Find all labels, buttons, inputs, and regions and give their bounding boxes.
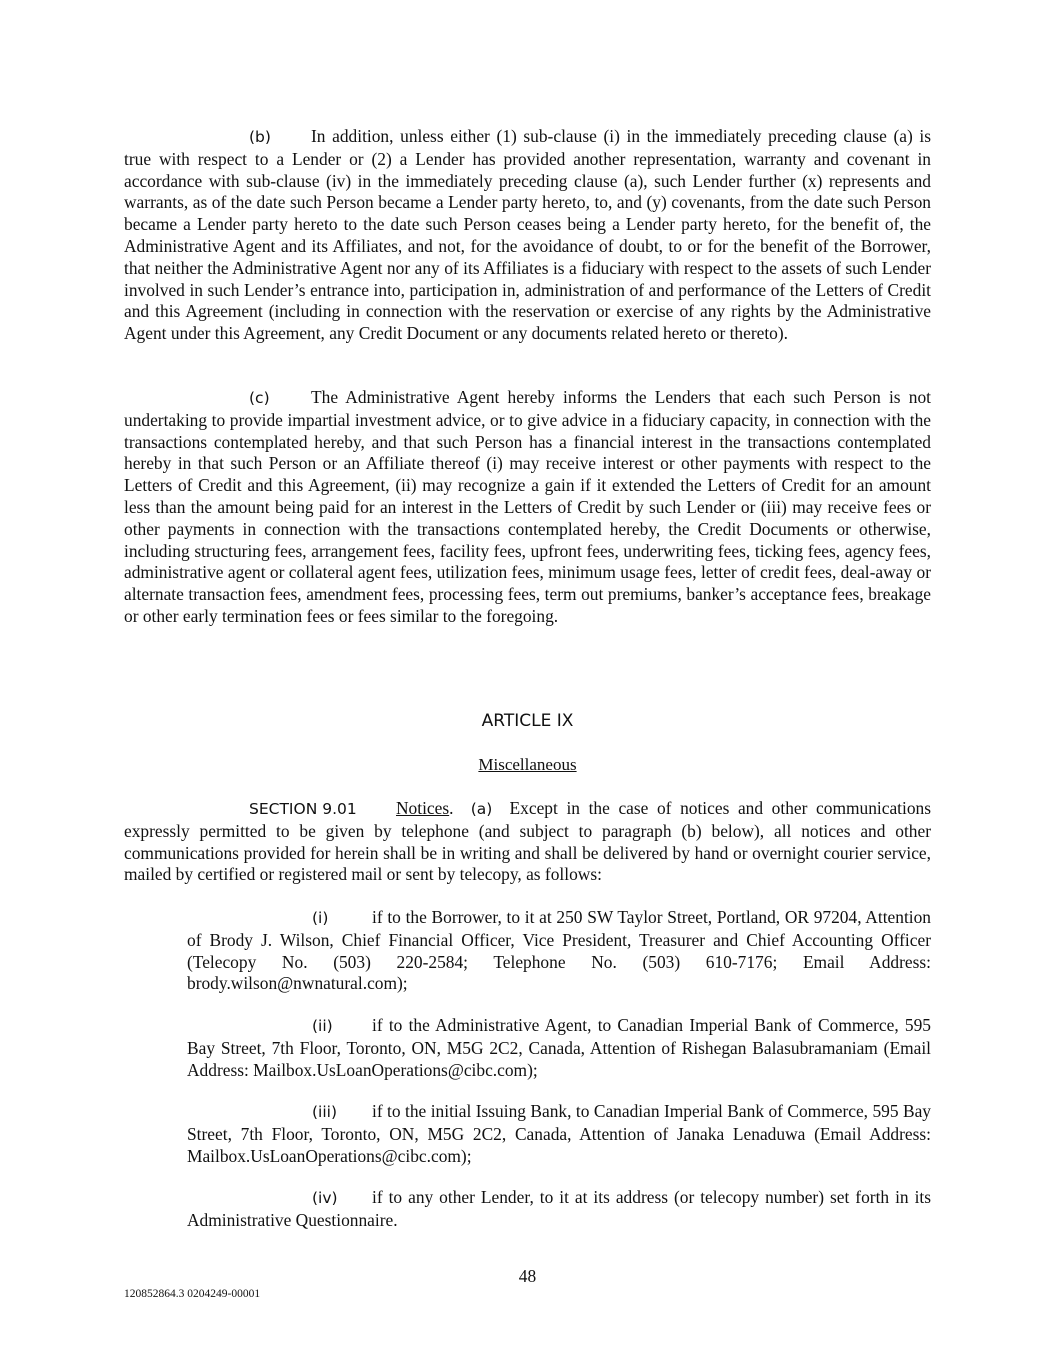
article-title xyxy=(124,755,931,775)
section-label: (a) xyxy=(470,800,493,818)
paragraph-c-label: (c) xyxy=(249,389,270,407)
section-9-01 xyxy=(124,798,931,886)
document-id: 120852864.3 0204249-00001 xyxy=(124,1288,261,1300)
notice-item xyxy=(187,1015,931,1081)
notice-text: if to the initial Issuing Bank, to Canadian Imperial Bank of Commerce, 595 Bay Street, 7th Floor, Toronto, ON, M5G 2C2, Canada, Attention of Janaka Lenaduwa (Email Address: Mailbox.UsLoanOperations@cibc.com); xyxy=(187,1101,931,1166)
paragraph-c xyxy=(124,387,931,628)
page-number: 48 xyxy=(518,1266,537,1286)
notice-label: (iii) xyxy=(312,1103,338,1121)
notice-text: if to the Administrative Agent, to Canadian Imperial Bank of Commerce, 595 Bay Street, 7th Floor, Toronto, ON, M5G 2C2, Canada, Attention of Rishegan Balasubramaniam (Email Address: Mailbox.UsLoanOperations@cibc.com); xyxy=(187,1015,931,1080)
notice-label: (ii) xyxy=(312,1017,333,1035)
notice-label: (iv) xyxy=(312,1189,338,1207)
paragraph-b-text: In addition, unless either (1) sub-clause (i) in the immediately preceding clause (a) is true with respect to a Lender or (2) a Lender has provided another representation, warranty and covenant in accordance with sub-clause (iv) in the immediately preceding clause (a), such Lender further (x) represents and warrants, as of the date such Person became a Lender party hereto, to, and (y) covenants, from the date such Person became a Lender party hereto to the date such Person ceases being a Lender party hereto, for the benefit of, the Administrative Agent and its Affiliates, and not, for the avoidance of doubt, to or for the benefit of the Borrower, that neither the Administrative Agent nor any of its Affiliates is a fiduciary with respect to the assets of such Lender involved in such Lender’s entrance into, participation in, administration of and performance of the Letters of Credit and this Agreement (including in connection with the reservation or exercise of any rights by the Administrative Agent under this Agreement, any Credit Document or any documents related hereto or thereto). xyxy=(124,126,931,344)
section-text: Except in the case of notices and other communications expressly permitted to be given by telephone (and subject to paragraph (b) below), all notices and other communications provided for herein shall be in writing and shall be delivered by hand or overnight courier service, mailed by certified or registered mail or sent by telecopy, as follows: xyxy=(124,798,931,885)
section-title: Notices xyxy=(396,798,450,818)
notice-item xyxy=(187,1187,931,1232)
paragraph-b xyxy=(124,126,931,345)
section-number: SECTION 9.01 xyxy=(249,800,357,818)
paragraph-b-label: (b) xyxy=(249,128,271,146)
article-title-text: Miscellaneous xyxy=(478,755,577,774)
notice-text: if to any other Lender, to it at its address (or telecopy number) set forth in its Administrative Questionnaire. xyxy=(187,1187,931,1230)
notice-item xyxy=(187,1101,931,1167)
paragraph-c-text: The Administrative Agent hereby informs the Lenders that each such Person is not undertaking to provide impartial investment advice, or to give advice in a fiduciary capacity, in connection with the transactions contemplated hereby, and that such Person has a financial interest in the transactions contemplated hereby in that such Person or an Affiliate thereof (i) may receive interest or other payments with respect to the Letters of Credit and this Agreement, (ii) may recognize a gain if it extended the Letters of Credit for an amount less than the amount being paid for an interest in the Letters of Credit by such Lender or (iii) may receive fees or other payments in connection with the transactions contemplated hereby, the Credit Documents or otherwise, including structuring fees, arrangement fees, facility fees, upfront fees, underwriting fees, ticking fees, agency fees, administrative agent or collateral agent fees, utilization fees, minimum usage fees, letter of credit fees, deal-away or alternate transaction fees, amendment fees, processing fees, term out premiums, banker’s acceptance fees, breakage or other early termination fees or fees similar to the foregoing. xyxy=(124,387,931,626)
article-heading: ARTICLE IX xyxy=(481,711,574,731)
notice-text: if to the Borrower, to it at 250 SW Taylor Street, Portland, OR 97204, Attention of Brody J. Wilson, Chief Financial Officer, Vice President, Treasurer and Chief Accounting Officer (Telecopy No. (503) 220-2584; Telephone No. (503) 610-7176; Email Address: brody.wilson@nwnatural.com); xyxy=(187,907,931,994)
notice-item xyxy=(187,907,931,995)
section-title-suffix: . xyxy=(449,798,454,818)
notice-label: (i) xyxy=(312,909,329,927)
